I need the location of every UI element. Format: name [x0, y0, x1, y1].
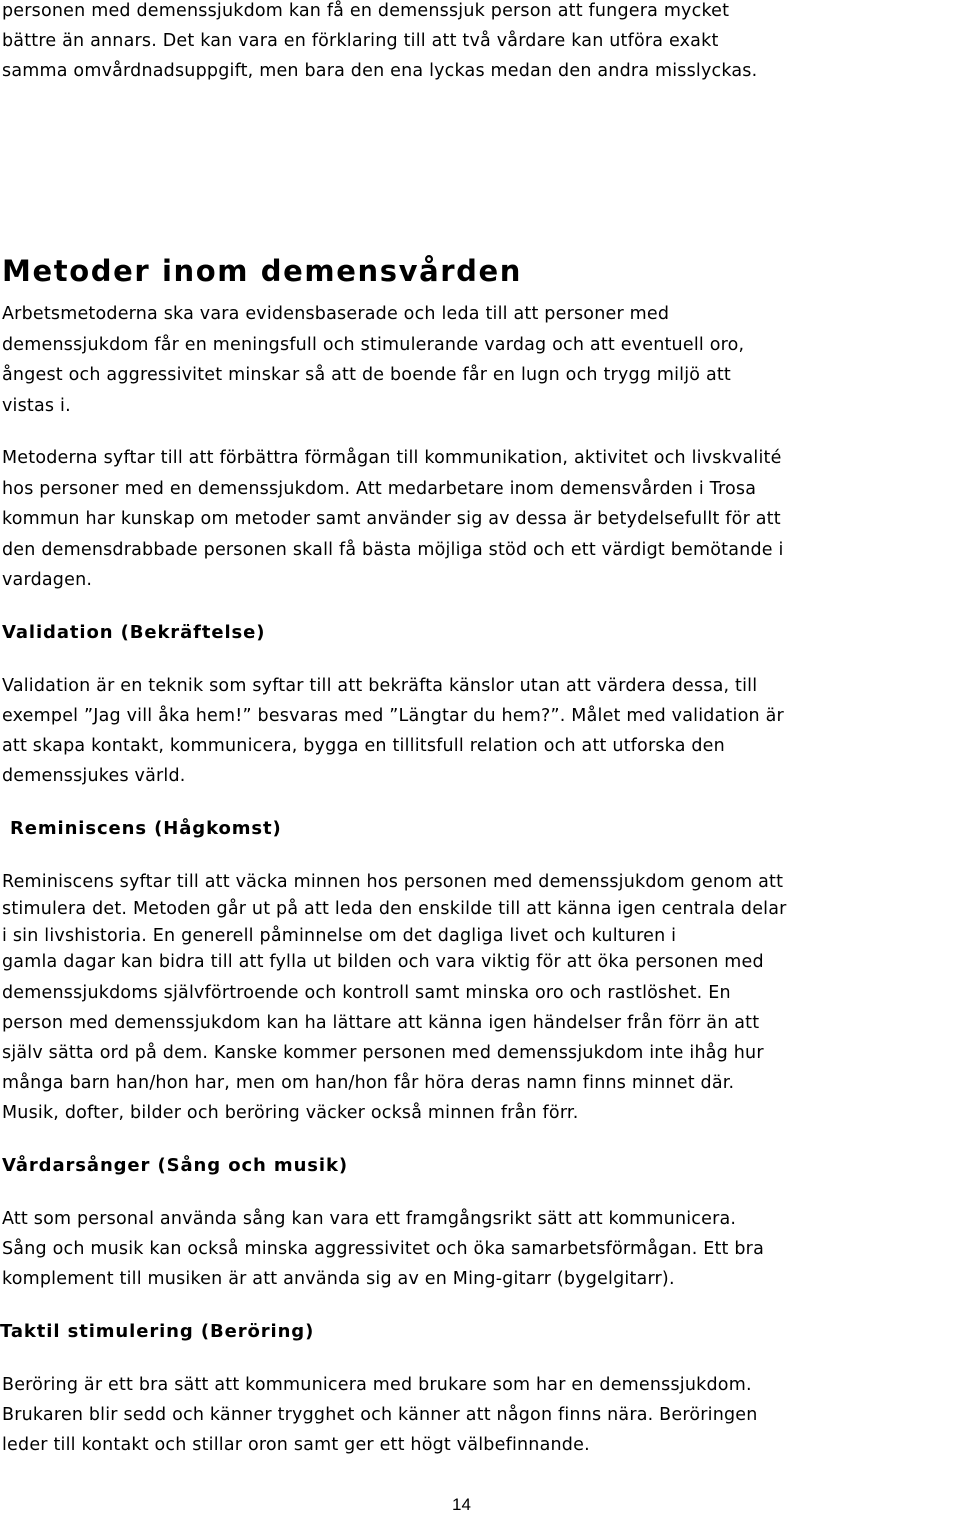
vardarsanger-line-3: komplement till musiken är att använda sig av en Ming-gitarr (bygelgitarr). — [2, 1269, 675, 1289]
vardarsanger-line-2: Sång och musik kan också minska aggressivitet och öka samarbetsförmågan. Ett bra — [2, 1239, 764, 1259]
intro-line-3: samma omvårdnadsuppgift, men bara den ena lyckas medan den andra misslyckas. — [2, 61, 758, 81]
page-number: 14 — [452, 1495, 471, 1514]
validation-line-3: att skapa kontakt, kommunicera, bygga en tillitsfull relation och att utforska den — [2, 736, 725, 756]
section-para2-line-3: kommun har kunskap om metoder samt använder sig av dessa är betydelsefullt för att — [2, 509, 781, 529]
validation-line-1: Validation är en teknik som syftar till att bekräfta känslor utan att värdera dessa, till — [2, 676, 758, 696]
reminiscens-line-6: person med demenssjukdom kan ha lättare att känna igen händelser från förr än att — [2, 1013, 760, 1033]
reminiscens-heading: Reminiscens (Hågkomst) — [10, 818, 282, 839]
reminiscens-line-7: själv sätta ord på dem. Kanske kommer personen med demenssjukdom inte ihåg hur — [2, 1043, 764, 1063]
taktil-line-1: Beröring är ett bra sätt att kommunicera med brukare som har en demenssjukdom. — [2, 1375, 752, 1395]
vardarsanger-line-1: Att som personal använda sång kan vara ett framgångsrikt sätt att kommunicera. — [2, 1209, 737, 1229]
section-para2-line-4: den demensdrabbade personen skall få bästa möjliga stöd och ett värdigt bemötande i — [2, 540, 784, 560]
reminiscens-line-8: många barn han/hon har, men om han/hon får höra deras namn finns minnet där. — [2, 1073, 735, 1093]
taktil-heading: Taktil stimulering (Beröring) — [0, 1321, 315, 1342]
taktil-line-3: leder till kontakt och stillar oron samt ger ett högt välbefinnande. — [2, 1435, 590, 1455]
section-para1-line-4: vistas i. — [2, 396, 71, 416]
validation-line-2: exempel ”Jag vill åka hem!” besvaras med ”Längtar du hem?”. Målet med validation är — [2, 706, 784, 726]
section-para2-line-2: hos personer med en demenssjukdom. Att medarbetare inom demensvården i Trosa — [2, 479, 757, 499]
validation-heading: Validation (Bekräftelse) — [2, 622, 266, 643]
validation-line-4: demenssjukes värld. — [2, 766, 186, 786]
reminiscens-line-4: gamla dagar kan bidra till att fylla ut bilden och vara viktig för att öka personen med — [2, 952, 764, 972]
section-para2-line-5: vardagen. — [2, 570, 93, 590]
section-para2-line-1: Metoderna syftar till att förbättra förmågan till kommunikation, aktivitet och livskvalité — [2, 448, 782, 468]
taktil-line-2: Brukaren blir sedd och känner trygghet och känner att någon finns nära. Beröringen — [2, 1405, 758, 1425]
vardarsanger-heading: Vårdarsånger (Sång och musik) — [2, 1155, 348, 1176]
reminiscens-line-2: stimulera det. Metoden går ut på att leda den enskilde till att känna igen centrala delar — [2, 899, 787, 919]
intro-line-2: bättre än annars. Det kan vara en förklaring till att två vårdare kan utföra exakt — [2, 31, 719, 51]
reminiscens-line-3: i sin livshistoria. En generell påminnelse om det dagliga livet och kulturen i — [2, 926, 677, 946]
section-para1-line-1: Arbetsmetoderna ska vara evidensbaserade och leda till att personer med — [2, 304, 670, 324]
section-para1-line-3: ångest och aggressivitet minskar så att de boende får en lugn och trygg miljö att — [2, 365, 731, 385]
section-para1-line-2: demenssjukdom får en meningsfull och stimulerande vardag och att eventuell oro, — [2, 335, 745, 355]
intro-line-1: personen med demenssjukdom kan få en demenssjuk person att fungera mycket — [2, 1, 730, 21]
reminiscens-line-1: Reminiscens syftar till att väcka minnen hos personen med demenssjukdom genom att — [2, 872, 784, 892]
reminiscens-line-9: Musik, dofter, bilder och beröring väcker också minnen från förr. — [2, 1103, 579, 1123]
section-heading: Metoder inom demensvården — [2, 254, 523, 288]
reminiscens-line-5: demenssjukdoms självförtroende och kontroll samt minska oro och rastlöshet. En — [2, 983, 731, 1003]
